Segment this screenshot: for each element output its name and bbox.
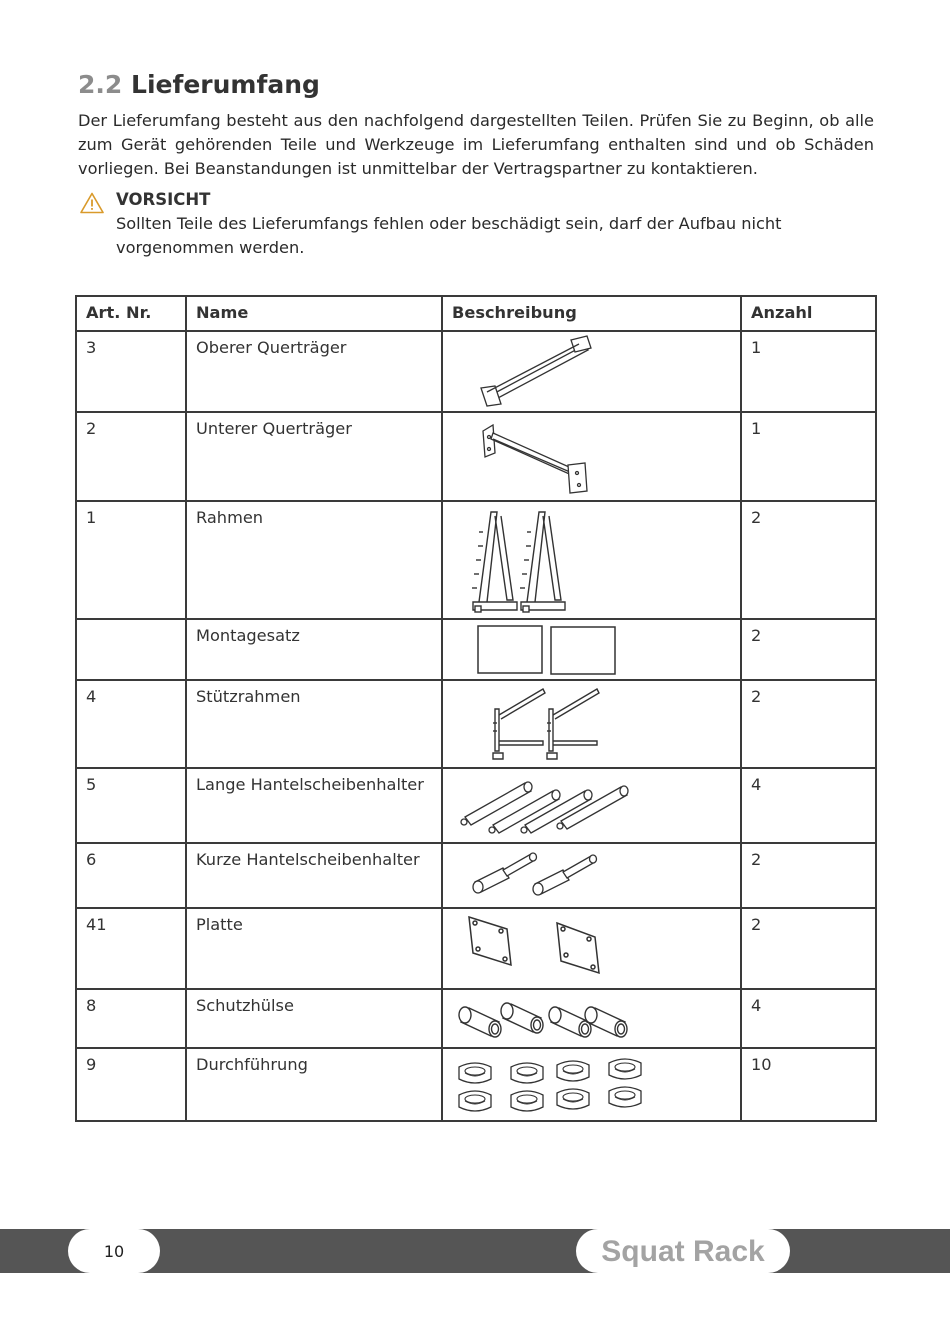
header-art-nr: Art. Nr. (76, 296, 186, 331)
cell-name: Platte (186, 908, 442, 989)
table-row (76, 1048, 876, 1121)
cell-description (442, 1048, 741, 1121)
cell-anzahl: 1 (741, 412, 876, 501)
cell-art-nr: 5 (76, 768, 186, 843)
protective-sleeve-drawing (443, 990, 742, 1046)
upper-crossbar-drawing (443, 332, 742, 410)
caution-title: VORSICHT (116, 190, 211, 209)
cell-anzahl: 4 (741, 768, 876, 843)
cell-art-nr: 1 (76, 501, 186, 619)
cell-name: Stützrahmen (186, 680, 442, 768)
cell-name: Rahmen (186, 501, 442, 619)
table-row (76, 331, 876, 412)
cell-anzahl: 2 (741, 501, 876, 619)
section-title: Lieferumfang (131, 70, 320, 99)
section-heading (78, 70, 320, 99)
cell-anzahl: 2 (741, 908, 876, 989)
cell-description (442, 619, 741, 680)
cell-art-nr: 41 (76, 908, 186, 989)
cell-name: Unterer Querträger (186, 412, 442, 501)
cell-art-nr: 8 (76, 989, 186, 1048)
cell-art-nr: 2 (76, 412, 186, 501)
cell-name: Kurze Hantelscheibenhalter (186, 843, 442, 908)
caution-text: Sollten Teile des Lieferumfangs fehlen oder beschädigt sein, darf der Aufbau nicht vorgenommen werden. (116, 214, 782, 257)
short-plate-holder-drawing (443, 844, 742, 906)
cell-description (442, 768, 741, 843)
cell-description (442, 501, 741, 619)
cell-name: Lange Hantelscheibenhalter (186, 768, 442, 843)
long-plate-holder-drawing (443, 769, 742, 841)
cell-name: Oberer Querträger (186, 331, 442, 412)
table-row (76, 619, 876, 680)
cell-art-nr: 4 (76, 680, 186, 768)
warning-triangle-icon (80, 192, 104, 214)
cell-art-nr: 9 (76, 1048, 186, 1121)
cell-name: Durchführung (186, 1048, 442, 1121)
parts-table (75, 295, 877, 1122)
lower-crossbar-drawing (443, 413, 742, 499)
plate-drawing (443, 909, 742, 987)
cell-anzahl: 1 (741, 331, 876, 412)
product-name: Squat Rack (576, 1229, 790, 1273)
cell-description (442, 680, 741, 768)
header-name: Name (186, 296, 442, 331)
page-number: 10 (68, 1229, 160, 1273)
header-beschreibung: Beschreibung (442, 296, 741, 331)
table-row (76, 680, 876, 768)
table-header-row (76, 296, 876, 331)
cell-anzahl: 2 (741, 843, 876, 908)
cell-description (442, 331, 741, 412)
cell-art-nr: 6 (76, 843, 186, 908)
cell-description (442, 843, 741, 908)
table-row (76, 768, 876, 843)
support-frame-drawing (443, 681, 742, 766)
section-number: 2.2 (78, 70, 123, 99)
table-row (76, 989, 876, 1048)
header-anzahl: Anzahl (741, 296, 876, 331)
frame-drawing (443, 502, 742, 617)
cell-description (442, 412, 741, 501)
cell-anzahl: 2 (741, 680, 876, 768)
grommet-drawing (443, 1049, 742, 1119)
cell-name: Montagesatz (186, 619, 442, 680)
intro-paragraph: Der Lieferumfang besteht aus den nachfolgend dargestellten Teilen. Prüfen Sie zu Beginn, ob alle zum Gerät gehörenden Teile und Werkzeuge im Lieferumfang enthalten sind und ob Schäden vorliegen. Bei Beanstandungen ist unmittelbar der Vertragspartner zu kontaktieren. (78, 111, 874, 178)
cell-description (442, 989, 741, 1048)
cell-anzahl: 2 (741, 619, 876, 680)
cell-art-nr (76, 619, 186, 680)
cell-description (442, 908, 741, 989)
cell-anzahl: 4 (741, 989, 876, 1048)
cell-art-nr: 3 (76, 331, 186, 412)
cell-name: Schutzhülse (186, 989, 442, 1048)
table-row (76, 412, 876, 501)
table-row (76, 501, 876, 619)
table-row (76, 843, 876, 908)
cell-anzahl: 10 (741, 1048, 876, 1121)
mounting-kit-drawing (443, 620, 742, 678)
table-row (76, 908, 876, 989)
